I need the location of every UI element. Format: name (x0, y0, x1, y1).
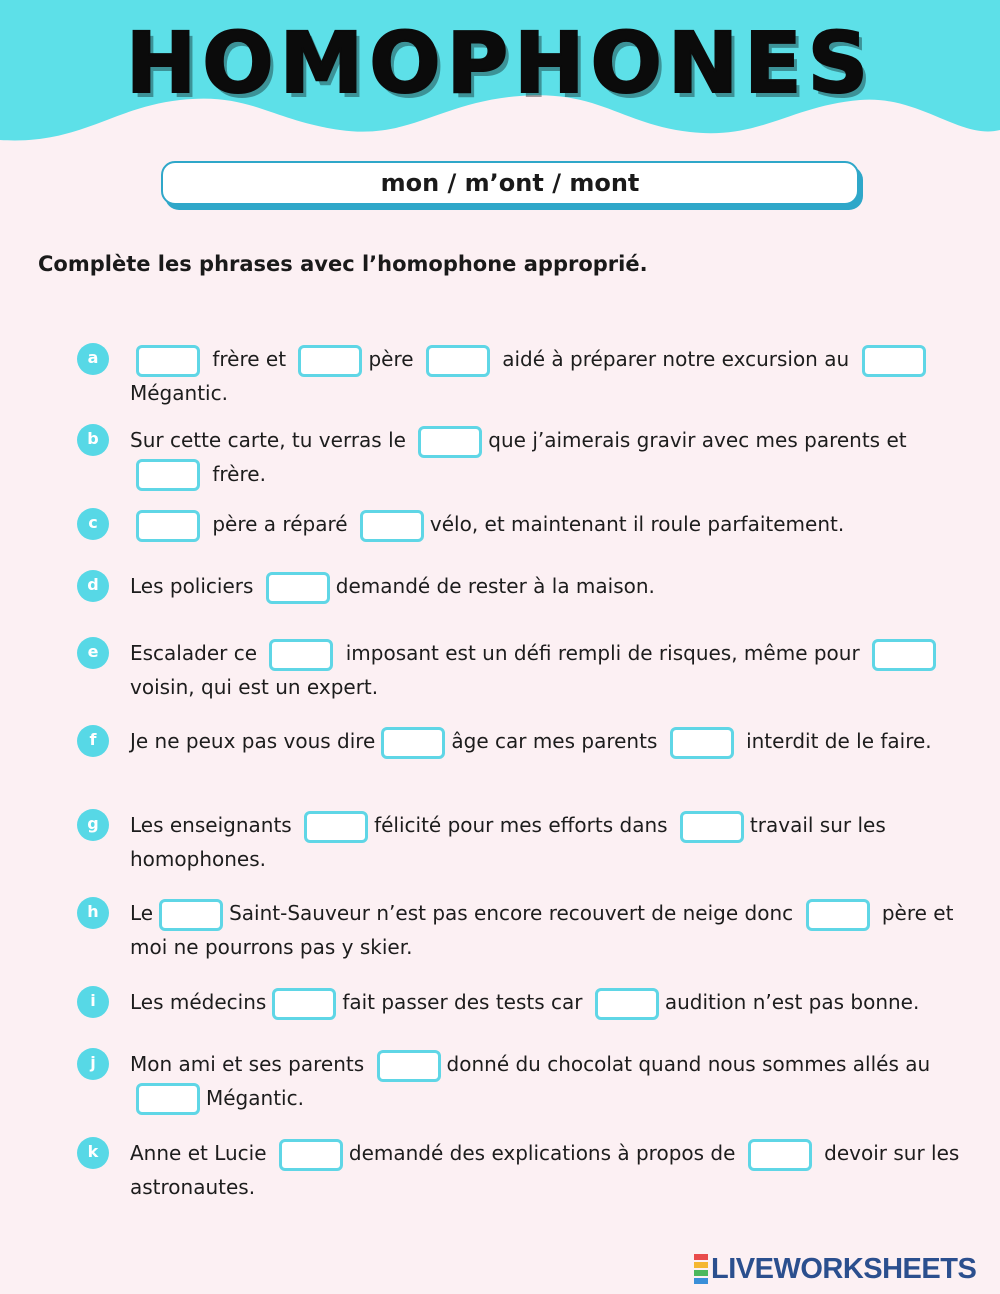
question-sentence (130, 1048, 980, 1115)
question-letter-badge: f (77, 725, 109, 757)
brand-name: LIVEWORKSHEETS (711, 1252, 977, 1285)
logo-stripe (694, 1278, 708, 1284)
sentence-fragment: frère et (206, 347, 293, 371)
sentence-fragment: frère. (206, 461, 266, 486)
sentence-fragment: Mégantic. (206, 1085, 304, 1110)
sentence-fragment: fait passer des tests car (342, 990, 589, 1014)
logo-stripe (694, 1270, 708, 1276)
sentence-fragment: père a réparé (206, 512, 354, 536)
answer-blank-input[interactable] (862, 345, 926, 377)
sentence-fragment: Les enseignants (130, 813, 299, 837)
question-letter-badge: c (77, 508, 109, 540)
answer-blank-input[interactable] (360, 510, 424, 542)
answer-blank-input[interactable] (426, 345, 490, 377)
sentence-fragment: Escalader ce (130, 641, 264, 665)
sentence-fragment: Les policiers (130, 574, 260, 598)
sentence-fragment: Je ne peux pas vous dire (130, 729, 376, 753)
question-sentence (130, 1137, 980, 1203)
logo-stripe (694, 1254, 708, 1260)
question-letter-badge: h (77, 897, 109, 929)
sentence-fragment: Saint-Sauveur n’est pas encore recouvert de neige donc (229, 901, 800, 925)
answer-blank-input[interactable] (680, 811, 744, 843)
answer-blank-input[interactable] (381, 727, 445, 759)
sentence-fragment: félicité pour mes efforts dans (374, 813, 674, 837)
answer-blank-input[interactable] (748, 1139, 812, 1171)
sentence-fragment: Anne et Lucie (130, 1141, 273, 1165)
homophone-set-label: mon / m’ont / mont (161, 161, 859, 205)
answer-blank-input[interactable] (279, 1139, 343, 1171)
footer-logo[interactable] (694, 1252, 976, 1286)
question-letter-badge: a (77, 343, 109, 375)
sentence-fragment: père (368, 347, 420, 371)
sentence-fragment: Mégantic. (130, 380, 228, 405)
question-letter-badge: k (77, 1137, 109, 1169)
question-letter-badge: b (77, 424, 109, 456)
answer-blank-input[interactable] (298, 345, 362, 377)
question-sentence (130, 508, 980, 542)
answer-blank-input[interactable] (377, 1050, 441, 1082)
question-sentence (130, 897, 980, 963)
question-sentence (130, 637, 980, 703)
sentence-fragment: Mon ami et ses parents (130, 1052, 371, 1076)
sentence-fragment: que j’aimerais gravir avec mes parents et (488, 428, 907, 452)
header-banner (0, 0, 1000, 160)
sentence-fragment: aidé à préparer notre excursion au (495, 347, 856, 371)
question-letter-badge: e (77, 637, 109, 669)
sentence-fragment: âge car mes parents (451, 729, 664, 753)
sentence-fragment: imposant est un défi rempli de risques, même pour (339, 641, 867, 665)
question-letter-badge: d (77, 570, 109, 602)
sentence-fragment: demandé de rester à la maison. (335, 574, 655, 598)
answer-blank-input[interactable] (272, 988, 336, 1020)
answer-blank-input[interactable] (418, 426, 482, 458)
question-sentence (130, 343, 980, 409)
sentence-fragment: père et moi ne pourrons pas y skier. (130, 901, 954, 959)
instruction-text: Complète les phrases avec l’homophone approprié. (38, 252, 648, 276)
answer-blank-input[interactable] (806, 899, 870, 931)
question-sentence (130, 570, 980, 604)
answer-blank-input[interactable] (266, 572, 330, 604)
answer-blank-input[interactable] (304, 811, 368, 843)
page-title: HOMOPHONES (125, 14, 875, 112)
answer-blank-input[interactable] (159, 899, 223, 931)
answer-blank-input[interactable] (136, 1083, 200, 1115)
sentence-fragment: voisin, qui est un expert. (130, 674, 379, 699)
sentence-fragment: Le (130, 901, 154, 925)
sentence-fragment: demandé des explications à propos de (348, 1141, 742, 1165)
question-sentence (130, 809, 980, 875)
answer-blank-input[interactable] (872, 639, 936, 671)
answer-blank-input[interactable] (136, 510, 200, 542)
question-letter-badge: i (77, 986, 109, 1018)
sentence-fragment: travail sur les homophones. (130, 813, 886, 871)
answer-blank-input[interactable] (269, 639, 333, 671)
question-letter-badge: g (77, 809, 109, 841)
liveworksheets-logo-icon (694, 1253, 708, 1285)
question-sentence (130, 424, 980, 491)
logo-stripe (694, 1262, 708, 1268)
answer-blank-input[interactable] (670, 727, 734, 759)
sentence-fragment: donné du chocolat quand nous sommes allés au (446, 1052, 931, 1076)
answer-blank-input[interactable] (136, 345, 200, 377)
answer-blank-input[interactable] (595, 988, 659, 1020)
sentence-fragment: Les médecins (130, 990, 267, 1014)
sentence-fragment: audition n’est pas bonne. (664, 990, 920, 1014)
question-sentence (130, 725, 980, 759)
question-sentence (130, 986, 980, 1020)
answer-blank-input[interactable] (136, 459, 200, 491)
sentence-fragment: vélo, et maintenant il roule parfaitement. (429, 512, 845, 536)
sentence-fragment: interdit de le faire. (739, 729, 932, 753)
question-letter-badge: j (77, 1048, 109, 1080)
sentence-fragment: Sur cette carte, tu verras le (130, 428, 413, 452)
sentence-fragment: devoir sur les astronautes. (130, 1141, 960, 1199)
